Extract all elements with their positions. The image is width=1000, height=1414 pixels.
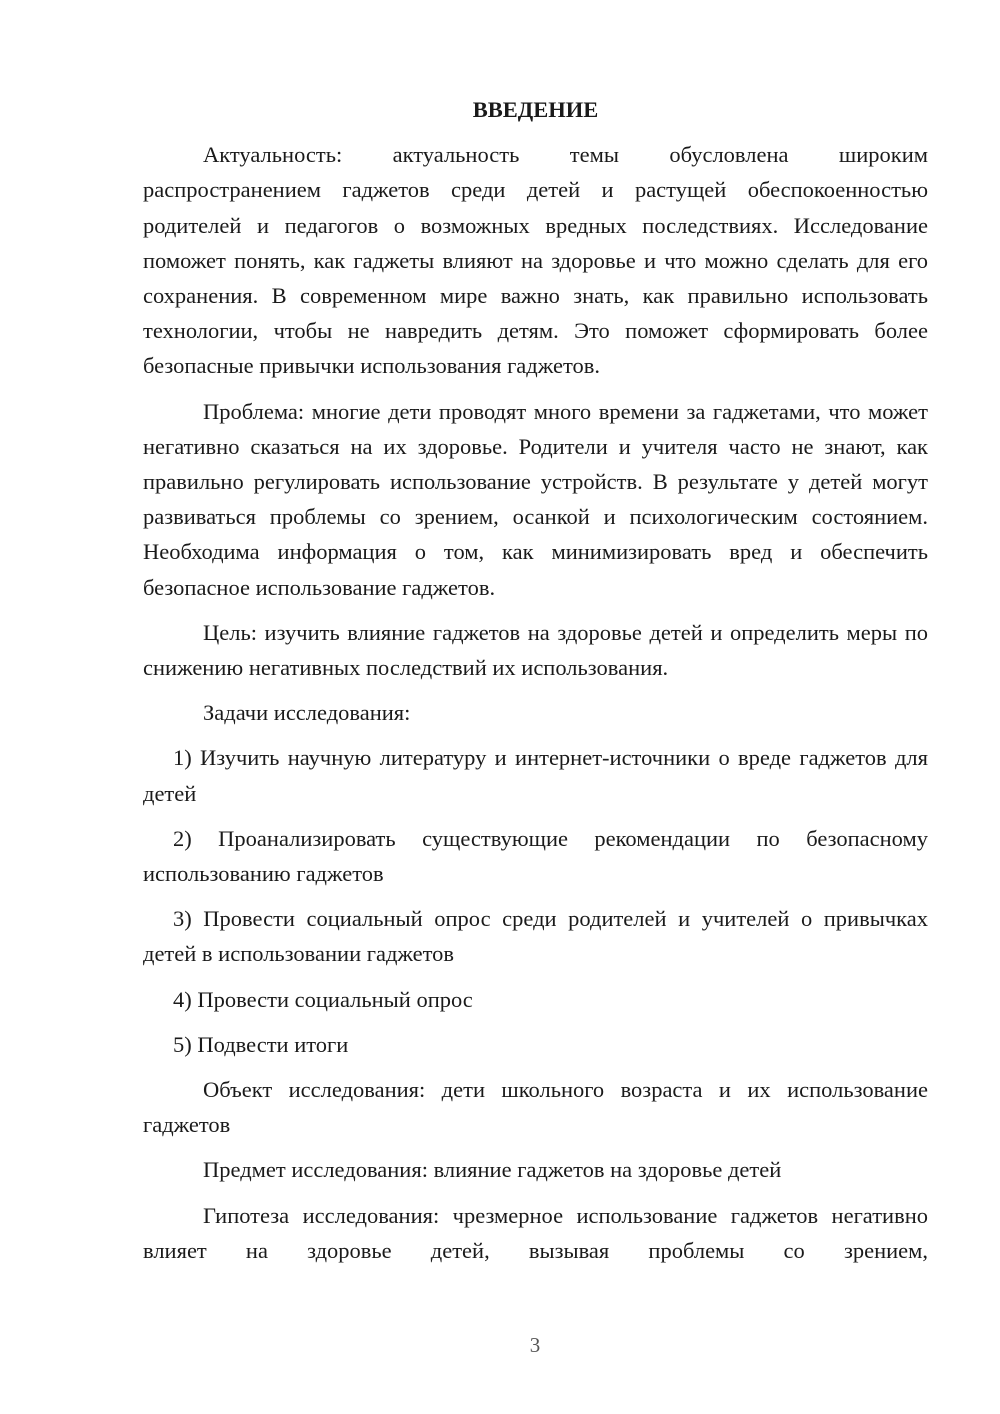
paragraph-hypothesis: Гипотеза исследования: чрезмерное использование гаджетов негативно влияет на здоровье детей, вызывая проблемы со зрением, xyxy=(143,1202,928,1263)
task-item-3: 3) Провести социальный опрос среди родителей и учителей о привычках детей в использовании гаджетов xyxy=(143,906,928,967)
paragraph-problem: Проблема: многие дети проводят много времени за гаджетами, что может негативно сказаться на их здоровье. Родители и учителя часто не знают, как правильно регулировать использование устройств. В результате у детей могут развиваться проблемы со зрением, осанкой и психологическим состоянием. Необходима информация о том, как минимизировать вред и обеспечить безопасное использование гаджетов. xyxy=(143,398,928,600)
page-number: 3 xyxy=(529,1333,541,1357)
paragraph-goal: Цель: изучить влияние гаджетов на здоровье детей и определить меры по снижению негативных последствий их использования. xyxy=(143,619,928,681)
task-item-2: 2) Проанализировать существующие рекомендации по безопасному использованию гаджетов xyxy=(143,825,928,887)
task-item-5: 5) Подвести итоги xyxy=(173,1031,349,1057)
paragraph-object: Объект исследования: дети школьного возраста и их использование гаджетов xyxy=(143,1077,928,1138)
paragraph-subject: Предмет исследования: влияние гаджетов на здоровье детей xyxy=(203,1157,782,1183)
document-page xyxy=(143,92,928,1278)
task-item-1: 1) Изучить научную литературу и интернет-источники о вреде гаджетов для детей xyxy=(143,745,928,806)
paragraph-relevance: Актуальность: актуальность темы обусловлена широким распространением гаджетов среди детей и растущей обеспокоенностью родителей и педагогов о возможных вредных последствиях. Исследование поможет понять, как гаджеты влияют на здоровье и что можно сделать для его сохранения. В современном мире важно знать, как правильно использовать технологии, чтобы не навредить детям. Это поможет сформировать более безопасные привычки использования гаджетов. xyxy=(143,142,928,379)
tasks-heading: Задачи исследования: xyxy=(203,700,411,726)
task-item-4: 4) Провести социальный опрос xyxy=(173,986,473,1012)
page-title: ВВЕДЕНИЕ xyxy=(472,97,599,122)
